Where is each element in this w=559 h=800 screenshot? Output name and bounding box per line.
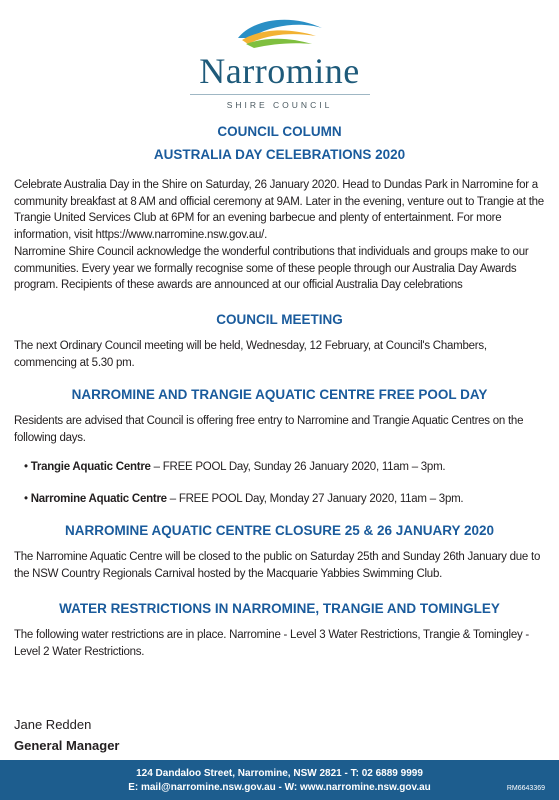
list-item xyxy=(24,459,548,475)
bullet-venue: Trangie Aquatic Centre xyxy=(30,461,151,473)
list-item xyxy=(24,491,548,507)
signatory-title: General Manager xyxy=(14,738,120,753)
water-restrictions-text: The following water restrictions are in place. Narromine - Level 3 Water Restrictions, Trangie & Tomingley - Level 2 Water Restrictions. xyxy=(14,629,529,658)
pool-day-text: Residents are advised that Council is offering free entry to Narromine and Trangie Aquatic Centres on the following days. xyxy=(14,415,524,444)
council-meeting-text: The next Ordinary Council meeting will be held, Wednesday, 12 February, at Council's Chambers, commencing at 5.30 pm. xyxy=(14,340,487,369)
bullet-venue: Narromine Aquatic Centre xyxy=(30,493,167,505)
water-restrictions-heading: WATER RESTRICTIONS IN NARROMINE, TRANGIE AND TOMINGLEY xyxy=(59,601,500,616)
contact-footer xyxy=(0,760,559,800)
footer-address: 124 Dandaloo Street, Narromine, NSW 2821 - T: 02 6889 9999 xyxy=(136,768,423,779)
bullet-icon: • xyxy=(24,461,28,473)
bullet-icon: • xyxy=(24,493,28,505)
closure-text: The Narromine Aquatic Centre will be closed to the public on Saturday 25th and Sunday 26th January due to the NSW Country Regionals Carnival hosted by the Macquarie Yabbies Swimming Club. xyxy=(14,551,541,580)
signatory-name: Jane Redden xyxy=(14,717,92,732)
reference-number: RM6643369 xyxy=(506,785,545,792)
australia-day-heading: AUSTRALIA DAY CELEBRATIONS 2020 xyxy=(153,147,406,162)
australia-day-paragraph-2: Narromine Shire Council acknowledge the wonderful contributions that individuals and groups make to our communities. Every year we formally recognise some of these people through our Australia Day Awards program. Recipients of these awards are announced at our official Australia Day celebrations xyxy=(14,246,529,291)
pool-day-heading: NARROMINE AND TRANGIE AQUATIC CENTRE FREE POOL DAY xyxy=(71,387,488,402)
logo-wordmark: Narromine xyxy=(199,51,360,91)
bullet-detail: – FREE POOL Day, Monday 27 January 2020, 11am – 3pm. xyxy=(166,493,464,505)
bullet-detail: – FREE POOL Day, Sunday 26 January 2020, 11am – 3pm. xyxy=(150,461,446,473)
closure-heading: NARROMINE AQUATIC CENTRE CLOSURE 25 & 26 JANUARY 2020 xyxy=(64,523,495,538)
column-title: COUNCIL COLUMN xyxy=(217,124,342,139)
landscape-emblem-icon xyxy=(232,16,328,52)
council-meeting-heading: COUNCIL MEETING xyxy=(216,312,343,327)
council-logo xyxy=(0,6,559,114)
footer-contact: E: mail@narromine.nsw.gov.au - W: www.narromine.nsw.gov.au xyxy=(128,782,431,793)
australia-day-paragraph-1: Celebrate Australia Day in the Shire on Saturday, 26 January 2020. Head to Dundas Park in Narromine for a community breakfast at 8 AM and official ceremony at 9AM. Later in the evening, venture out to Trangie at the Trangie United Services Club at 6PM for an evening barbecue and plenty of entertainment. For more information, visit https://www.narromine.nsw.gov.au/. xyxy=(14,179,544,241)
logo-divider xyxy=(190,94,370,95)
logo-subtitle: SHIRE COUNCIL xyxy=(226,100,333,110)
